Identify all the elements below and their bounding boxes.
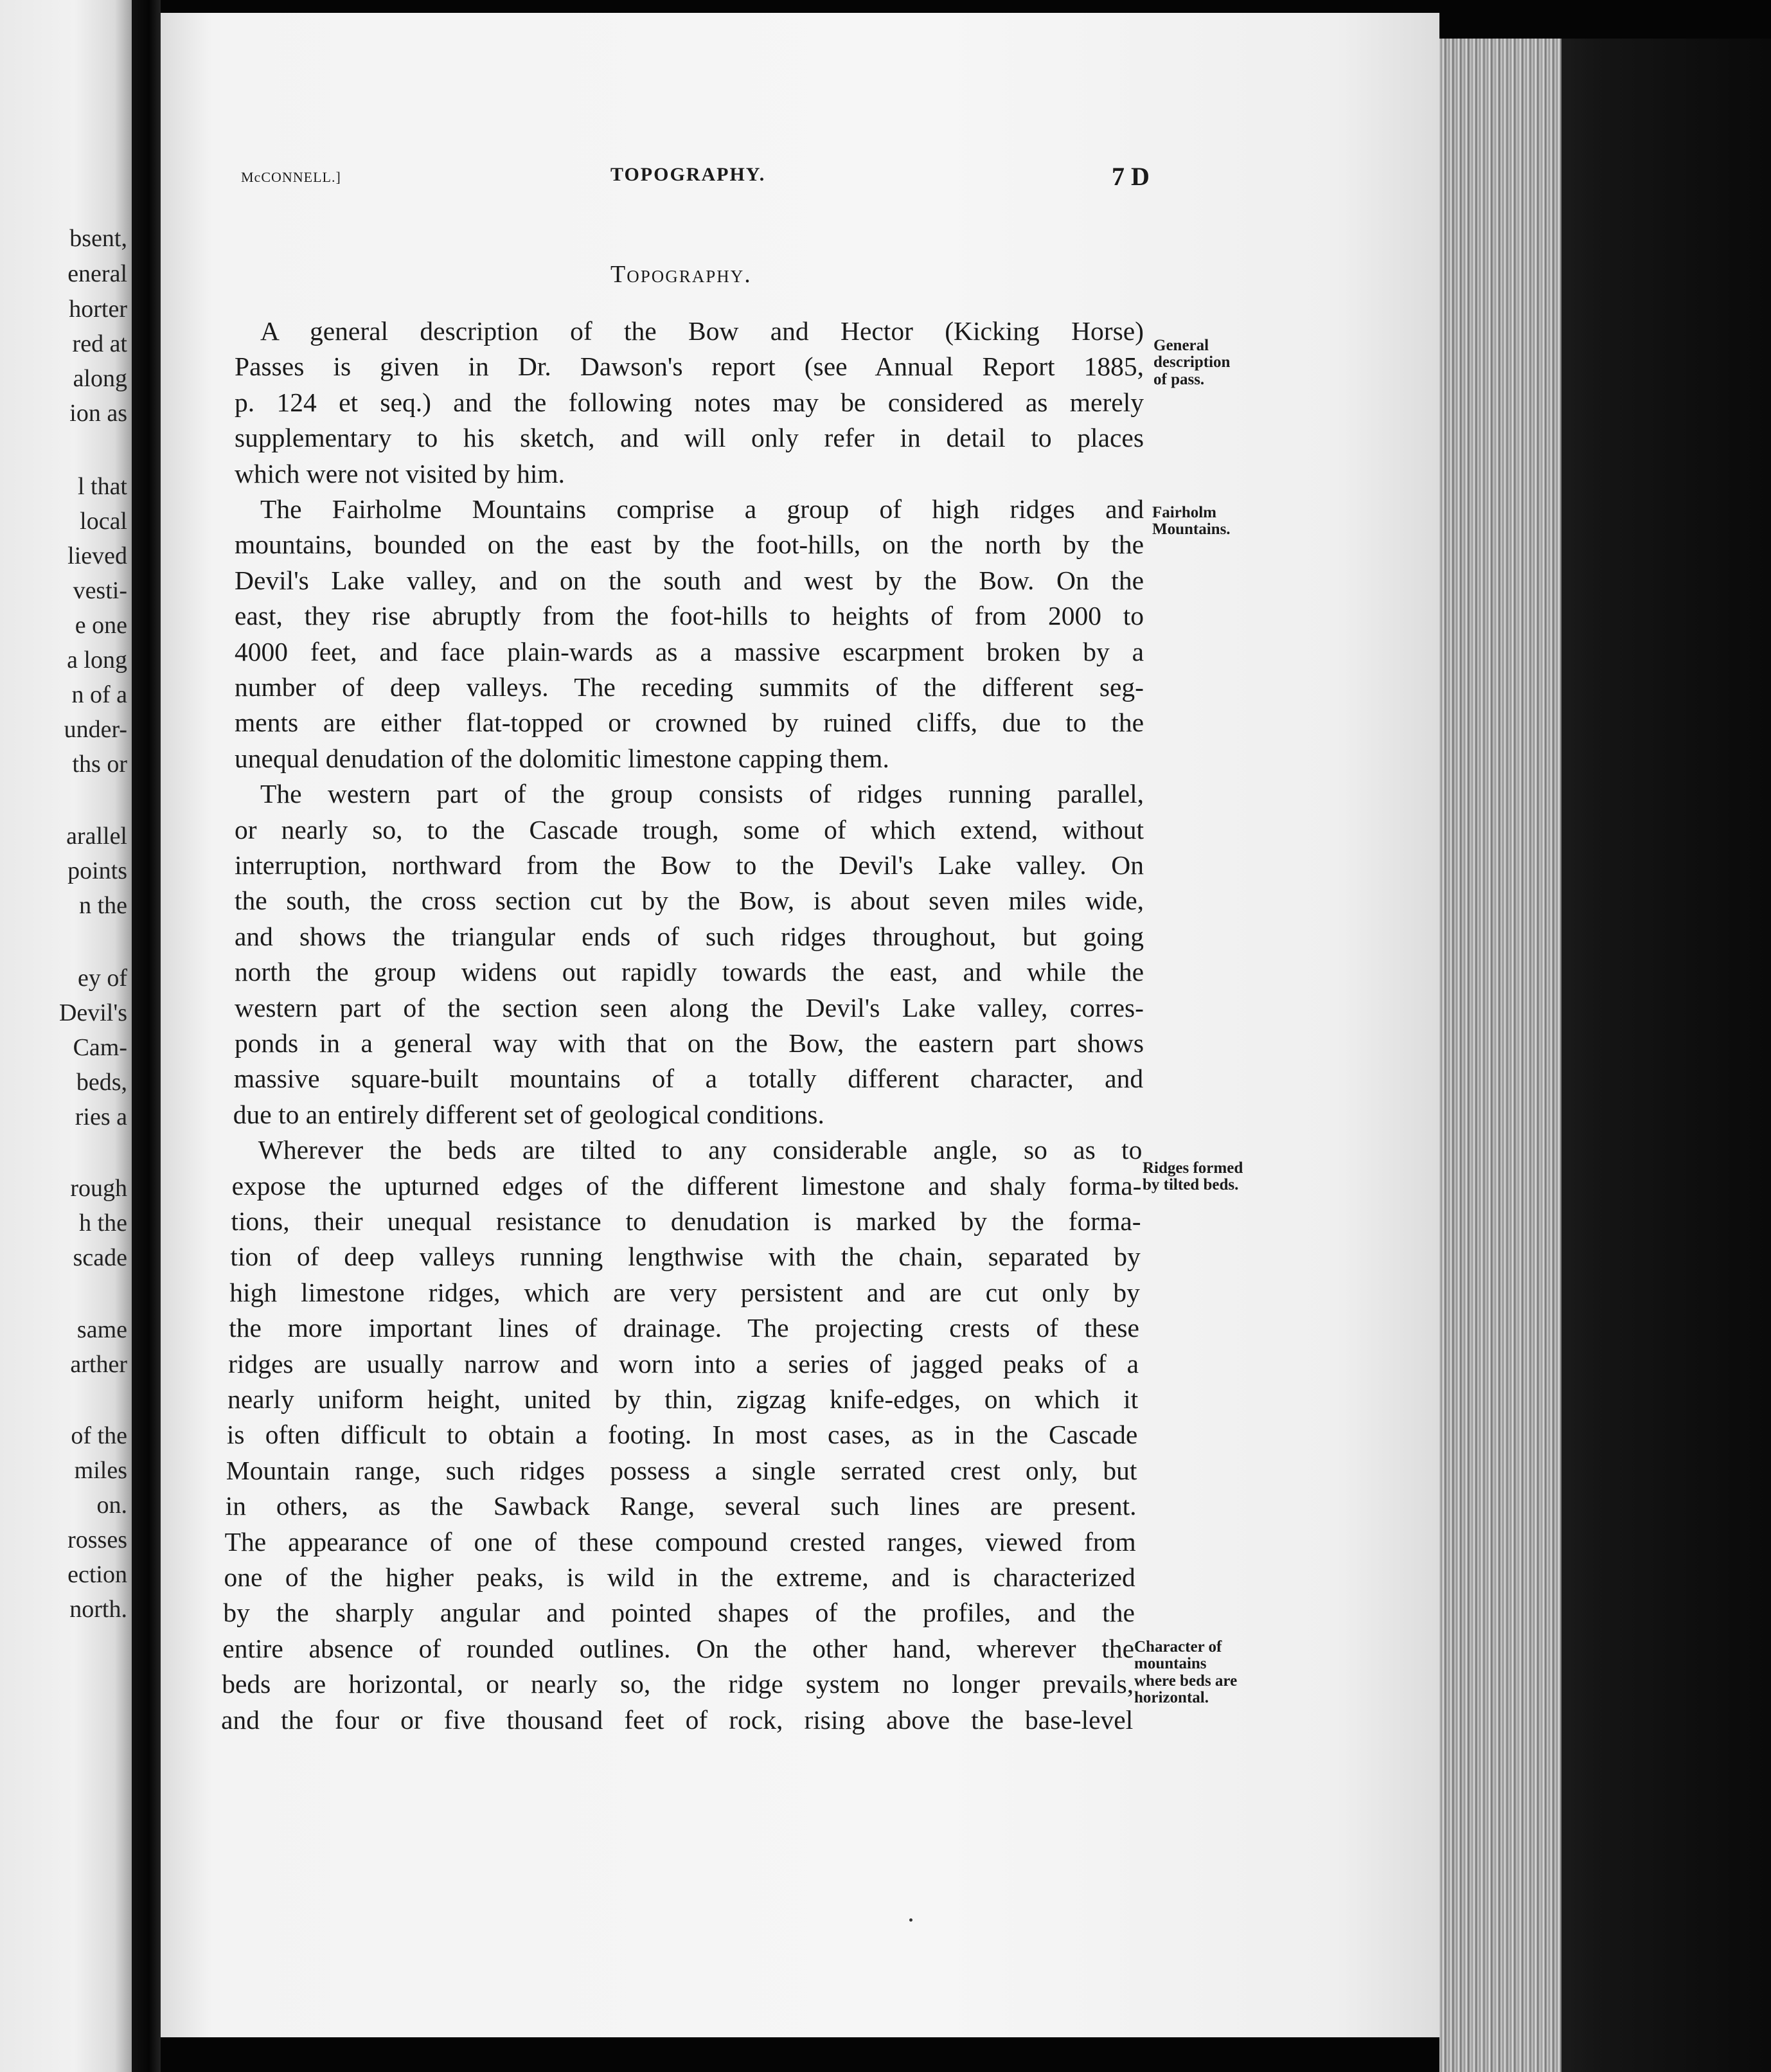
body-line: one of the higher peaks, is wild in the extreme, and is characterized xyxy=(224,1562,1135,1592)
left-page-fragment: miles xyxy=(74,1457,127,1484)
section-title: Topography. xyxy=(610,261,752,288)
left-page-fragment: arther xyxy=(70,1351,127,1378)
left-page-fragment: ries a xyxy=(75,1103,127,1130)
left-page-fragment: h the xyxy=(79,1210,127,1237)
left-page-fragment: vesti- xyxy=(73,577,127,604)
margin-note-line: of pass. xyxy=(1153,370,1205,388)
left-page-fragment: Cam- xyxy=(73,1034,127,1061)
left-page-fragment: along xyxy=(73,365,127,392)
body-line: The Fairholme Mountains comprise a group of high ridges and xyxy=(260,494,1144,524)
body-line: ridges are usually narrow and worn into a series of jagged peaks of a xyxy=(228,1348,1139,1379)
body-line: which were not visited by him. xyxy=(235,458,565,488)
margin-note-line: horizontal. xyxy=(1134,1688,1209,1706)
page-edge-lines xyxy=(1472,39,1549,2072)
body-line: ments are either flat-topped or crowned by ruined cliffs, due to the xyxy=(235,708,1144,738)
margin-note-line: mountains xyxy=(1134,1655,1207,1673)
margin-note xyxy=(1153,337,1230,388)
body-line: in others, as the Sawback Range, several such lines are present. xyxy=(225,1491,1137,1521)
left-page-fragment: on. xyxy=(96,1492,127,1519)
body-line: The western part of the group consists of ridges running parallel, xyxy=(260,779,1144,809)
body-line: Mountain range, such ridges possess a single serrated crest only, but xyxy=(226,1455,1137,1485)
left-page-fragment: ion as xyxy=(69,400,127,427)
margin-note xyxy=(1134,1639,1237,1706)
left-page-fragment: beds, xyxy=(76,1069,127,1096)
body-line: Passes is given in Dr. Dawson's report (see Annual Report 1885, xyxy=(235,352,1144,382)
left-facing-page xyxy=(0,0,135,2072)
body-line: the south, the cross section cut by the Bow, is about seven miles wide, xyxy=(235,886,1144,916)
left-page-fragment: scade xyxy=(73,1244,127,1271)
body-line: interruption, northward from the Bow to the Devil's Lake valley. On xyxy=(235,850,1144,880)
left-page-fragment: under- xyxy=(64,716,127,743)
body-line: Wherever the beds are tilted to any considerable angle, so as to xyxy=(258,1135,1143,1165)
left-page-fragment: north. xyxy=(69,1596,127,1623)
margin-note-line: Fairholm xyxy=(1152,504,1216,521)
body-line: supplementary to his sketch, and will only refer in detail to places xyxy=(235,423,1144,453)
body-line: Devil's Lake valley, and on the south and west by the Bow. On the xyxy=(235,565,1144,595)
ink-speck xyxy=(909,1918,912,1922)
running-head-author: McCONNELL.] xyxy=(241,169,341,185)
body-line: beds are horizontal, or nearly so, the ridge system no longer prevails, xyxy=(222,1669,1134,1699)
margin-note xyxy=(1143,1160,1243,1194)
left-page-fragment: Devil's xyxy=(58,999,127,1026)
body-line: western part of the section seen along the Devil's Lake valley, corres- xyxy=(235,992,1144,1023)
body-line: due to an entirely different set of geological conditions. xyxy=(233,1099,824,1129)
left-page-fragment: lieved xyxy=(67,542,127,569)
margin-note-line: Character of xyxy=(1134,1638,1222,1656)
running-head xyxy=(241,164,1153,196)
left-page-fragment: n the xyxy=(79,892,127,919)
body-line: ponds in a general way with that on the Bow, the eastern part shows xyxy=(235,1028,1144,1058)
left-page-fragment: ection xyxy=(67,1561,127,1588)
left-page-fragment: rough xyxy=(70,1175,127,1202)
left-page-fragment: rosses xyxy=(67,1526,127,1553)
left-page-fragment: eneral xyxy=(67,260,127,287)
left-page-fragment: e one xyxy=(75,612,127,639)
margin-note xyxy=(1152,505,1231,539)
body-line: high limestone ridges, which are very persistent and are cut only by xyxy=(229,1277,1140,1307)
margin-note-line: by tilted beds. xyxy=(1143,1176,1239,1194)
body-line: A general description of the Bow and Hector (Kicking Horse) xyxy=(260,316,1144,346)
body-line: tion of deep valleys running lengthwise with the chain, separated by xyxy=(230,1242,1141,1272)
body-line: 4000 feet, and face plain-wards as a massive escarpment broken by a xyxy=(235,636,1144,666)
body-line: east, they rise abruptly from the foot-hills to heights of from 2000 to xyxy=(235,601,1144,631)
body-line: unequal denudation of the dolomitic limestone capping them. xyxy=(235,743,889,773)
left-page-fragment: arallel xyxy=(66,823,127,850)
left-page-fragment: red at xyxy=(72,330,127,357)
running-head-title: TOPOGRAPHY. xyxy=(610,164,766,185)
body-line: expose the upturned edges of the different limestone and shaly forma- xyxy=(231,1170,1142,1201)
page-number: 7 D xyxy=(1112,162,1150,191)
body-line: the more important lines of drainage. The projecting crests of these xyxy=(229,1313,1139,1343)
body-line: and shows the triangular ends of such ridges throughout, but going xyxy=(235,921,1144,951)
body-line: north the group widens out rapidly towards the east, and while the xyxy=(235,957,1144,987)
body-line: massive square-built mountains of a totally different character, and xyxy=(233,1064,1144,1094)
left-page-fragment: ey of xyxy=(77,965,127,992)
left-page-fragment: a long xyxy=(67,647,127,674)
margin-note-line: Mountains. xyxy=(1152,521,1231,539)
body-line: entire absence of rounded outlines. On the other hand, wherever the xyxy=(222,1633,1135,1663)
left-page-fragment: l that xyxy=(77,473,127,500)
body-line: nearly uniform height, united by thin, zigzag knife-edges, on which it xyxy=(227,1384,1139,1414)
margin-note-line: where beds are xyxy=(1134,1672,1238,1690)
margin-note-line: General xyxy=(1153,337,1209,354)
body-line: tions, their unequal resistance to denudation is marked by the forma- xyxy=(231,1206,1141,1236)
book-gutter xyxy=(132,0,161,2072)
left-page-fragment: points xyxy=(67,857,127,884)
body-line: p. 124 et seq.) and the following notes may be considered as merely xyxy=(235,387,1144,417)
body-line: The appearance of one of these compound crested ranges, viewed from xyxy=(224,1526,1136,1557)
left-page-fragment: ths or xyxy=(72,751,127,778)
body-line: is often difficult to obtain a footing. In most cases, as in the Cascade xyxy=(226,1420,1138,1450)
left-page-fragment: n of a xyxy=(71,681,127,708)
margin-note-line: Ridges formed xyxy=(1143,1159,1243,1177)
body-line: by the sharply angular and pointed shapes of the profiles, and the xyxy=(223,1598,1135,1628)
body-line: mountains, bounded on the east by the foot-hills, on the north by the xyxy=(235,530,1144,560)
left-page-fragment: same xyxy=(76,1316,127,1343)
left-page-fragment: horter xyxy=(69,296,127,323)
body-line: or nearly so, to the Cascade trough, some of which extend, without xyxy=(235,814,1144,844)
margin-note-line: description xyxy=(1153,353,1231,371)
left-page-fragment: of the xyxy=(71,1422,127,1449)
body-line: number of deep valleys. The receding summits of the different seg- xyxy=(235,672,1144,702)
left-page-fragment: local xyxy=(80,508,127,535)
left-page-fragment: bsent, xyxy=(69,225,127,252)
body-line: and the four or five thousand feet of rock, rising above the base-level xyxy=(221,1704,1134,1735)
